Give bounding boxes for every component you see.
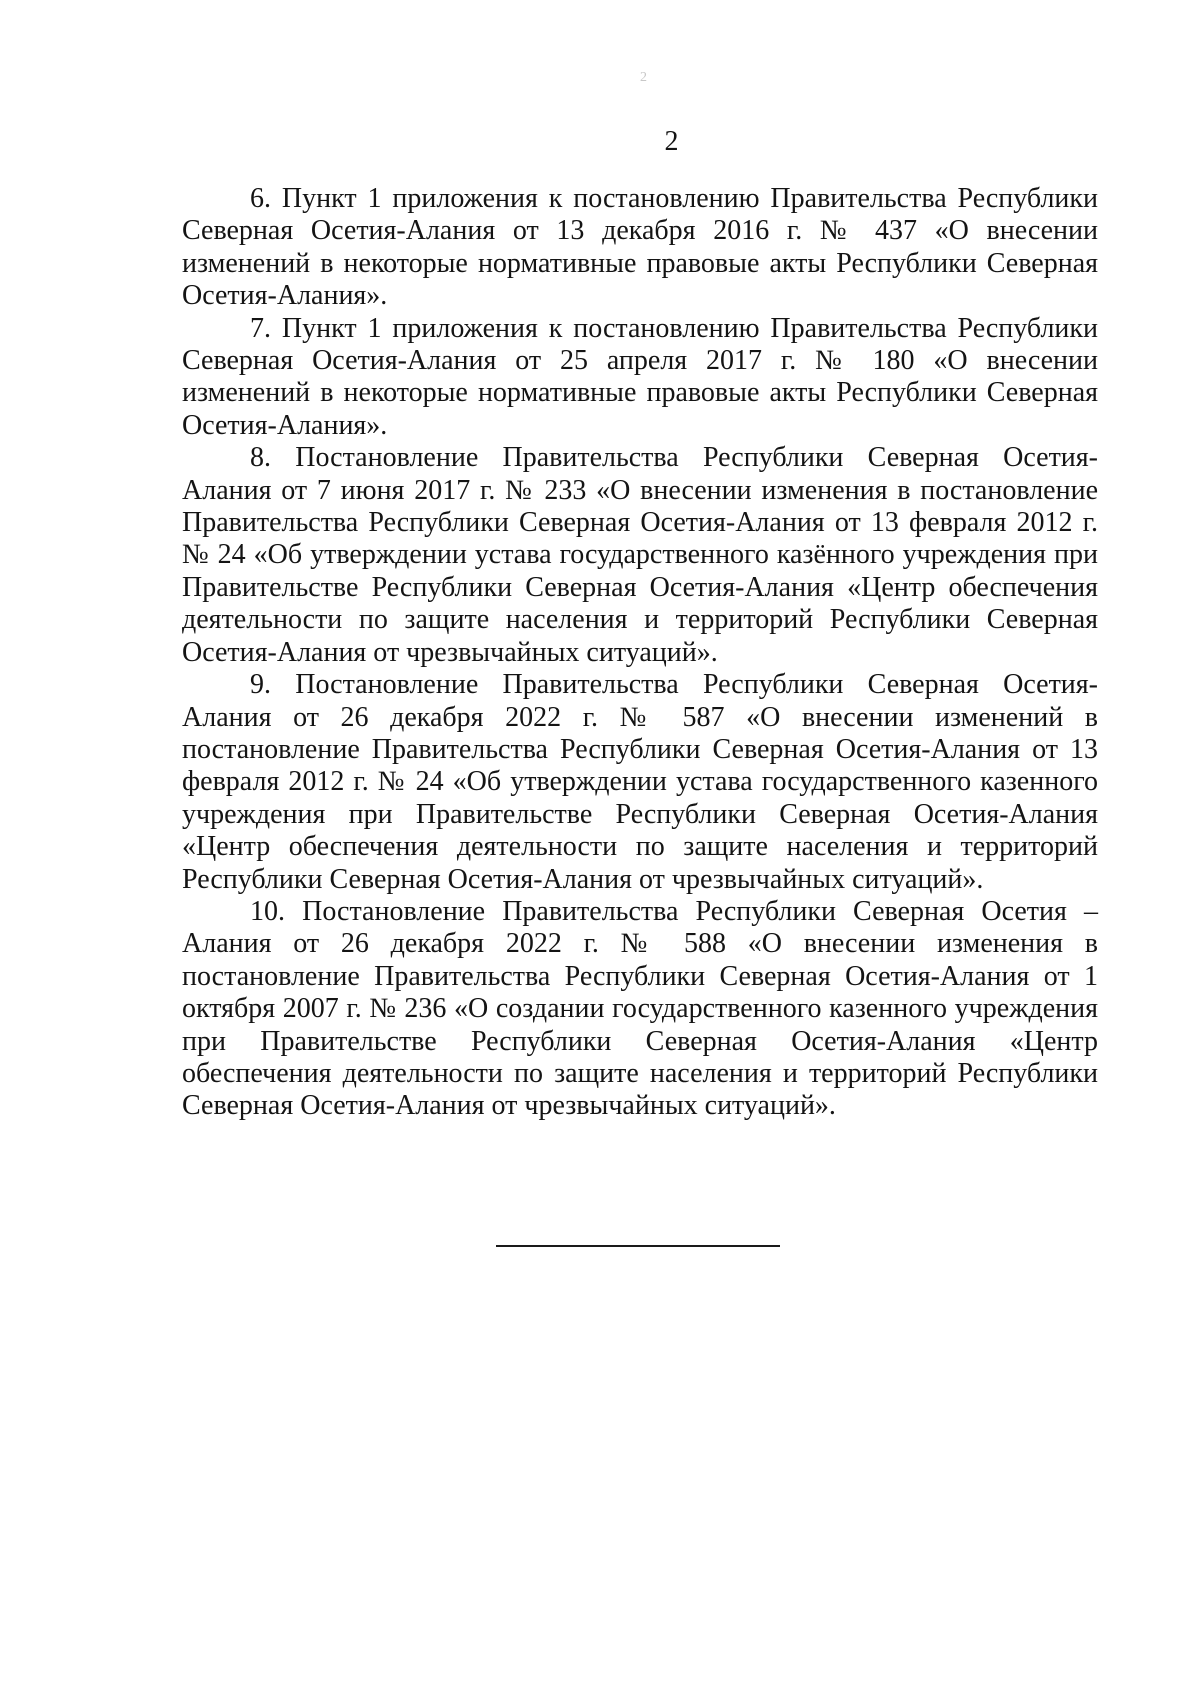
- scan-mark: 2: [640, 70, 647, 85]
- paragraph-item-7: 7. Пункт 1 приложения к постановлению Правительства Республики Северная Осетия-Алания от 25 апреля 2017 г. № 180 «О внесении изменений в некоторые нормативные правовые акты Республики Северная Осетия-Алания».: [182, 312, 1098, 441]
- document-body: [182, 183, 1098, 1123]
- paragraph-item-9: 9. Постановление Правительства Республики Северная Осетия-Алания от 26 декабря 2022 г. № 587 «О внесении изменений в постановление Правительства Республики Северная Осетия-Алания от 13 февраля 2012 г. № 24 «Об утверждении устава государственного казенного учреждения при Правительстве Республики Северная Осетия-Алания «Центр обеспечения деятельности по защите населения и территорий Республики Северная Осетия-Алания от чрезвычайных ситуаций».: [182, 669, 1098, 895]
- end-of-document-rule: [496, 1245, 780, 1247]
- page-number: 2: [664, 126, 679, 157]
- paragraph-item-10: 10. Постановление Правительства Республики Северная Осетия – Алания от 26 декабря 2022 г. № 588 «О внесении изменения в постановление Правительства Республики Северная Осетия-Алания от 1 октября 2007 г. № 236 «О создании государственного казенного учреждения при Правительстве Республики Северная Осетия-Алания «Центр обеспечения деятельности по защите населения и территорий Республики Северная Осетия-Алания от чрезвычайных ситуаций».: [182, 895, 1098, 1122]
- paragraph-item-8: 8. Постановление Правительства Республики Северная Осетия-Алания от 7 июня 2017 г. № 233 «О внесении изменения в постановление Правительства Республики Северная Осетия-Алания от 13 февраля 2012 г. № 24 «Об утверждении устава государственного казённого учреждения при Правительстве Республики Северная Осетия-Алания «Центр обеспечения деятельности по защите населения и территорий Республики Северная Осетия-Алания от чрезвычайных ситуаций».: [182, 442, 1098, 668]
- paragraph-item-6: 6. Пункт 1 приложения к постановлению Правительства Республики Северная Осетия-Алания от 13 декабря 2016 г. № 437 «О внесении изменений в некоторые нормативные правовые акты Республики Северная Осетия-Алания».: [182, 183, 1098, 312]
